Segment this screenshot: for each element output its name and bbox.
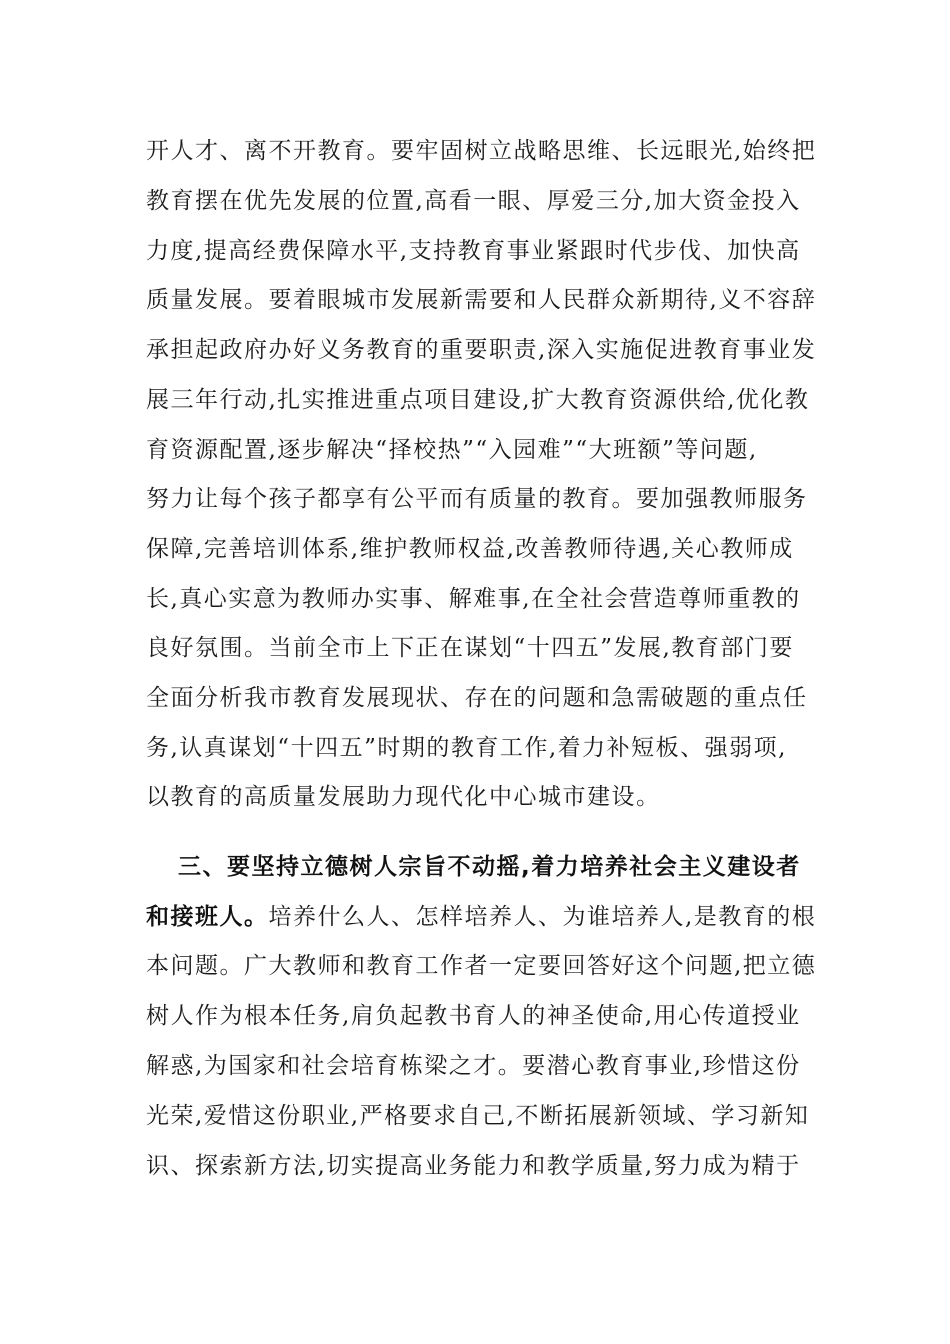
paragraph-line: 长,真心实意为教师办实事、解难事,在全社会营造尊师重教的: [146, 586, 801, 612]
paragraph-line: 本问题。广大教师和教育工作者一定要回答好这个问题,把立德: [146, 953, 817, 979]
paragraph-line: 承担起政府办好义务教育的重要职责,深入实施促进教育事业发: [146, 337, 817, 363]
paragraph-line: 良好氛围。当前全市上下正在谋划“十四五”发展,教育部门要: [146, 635, 794, 661]
paragraph-line: 努力让每个孩子都享有公平而有质量的教育。要加强教师服务: [146, 486, 808, 512]
paragraph-line: 力度,提高经费保障水平,支持教育事业紧跟时代步伐、加快高: [146, 238, 801, 264]
heading-continuation-line: [146, 897, 826, 937]
section-heading-end: 和接班人。: [146, 904, 269, 930]
paragraph-line: 开人才、离不开教育。要牢固树立战略思维、长远眼光,始终把: [146, 138, 817, 164]
paragraph-line: 树人作为根本任务,肩负起教书育人的神圣使命,用心传道授业: [146, 1003, 801, 1029]
paragraph-line: 教育摆在优先发展的位置,高看一眼、厚爱三分,加大资金投入: [146, 188, 801, 214]
paragraph-line: 以教育的高质量发展助力现代化中心城市建设。: [146, 784, 661, 810]
paragraph-line: 质量发展。要着眼城市发展新需要和人民群众新期待,义不容辞: [146, 287, 817, 313]
paragraph-line: 展三年行动,扎实推进重点项目建设,扩大教育资源供给,优化教: [146, 387, 810, 413]
paragraph-line: 识、探索新方法,切实提高业务能力和教学质量,努力成为精于: [146, 1153, 801, 1179]
paragraph-line: 解惑,为国家和社会培育栋梁之才。要潜心教育事业,珍惜这份: [146, 1053, 801, 1079]
paragraph-line: 全面分析我市教育发展现状、存在的问题和急需破题的重点任: [146, 685, 808, 711]
paragraph-line: 务,认真谋划“十四五”时期的教育工作,着力补短板、强弱项,: [146, 735, 787, 761]
paragraph-line: 保障,完善培训体系,维护教师权益,改善教师待遇,关心教师成: [146, 536, 794, 562]
paragraph-line: 育资源配置,逐步解决“择校热”“入园难”“大班额”等问题,: [146, 437, 758, 463]
paragraph-line: 光荣,爱惜这份职业,严格要求自己,不断拓展新领域、学习新知: [146, 1103, 810, 1129]
paragraph-text: 培养什么人、怎样培养人、为谁培养人,是教育的根: [268, 904, 817, 930]
section-heading: 三、要坚持立德树人宗旨不动摇,着力培养社会主义建设者: [178, 854, 801, 880]
